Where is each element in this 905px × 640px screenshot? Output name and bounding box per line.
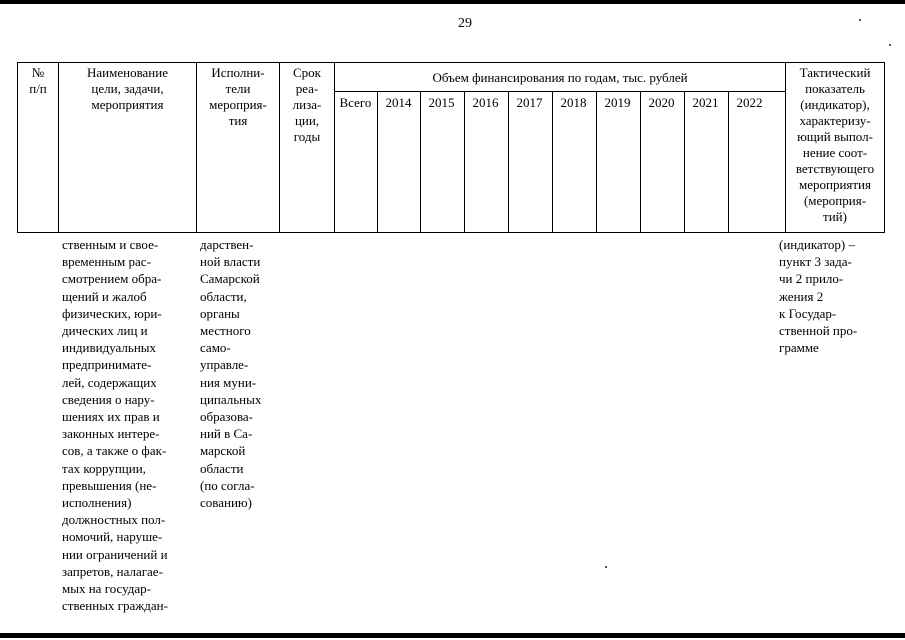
header-year: 2016 [472,95,499,110]
header-name: Наименование цели, задачи, мероприятия [87,65,168,112]
header-finance: Объем финансирования по годам, тыс. рублей [432,70,688,85]
header-total: Всего [339,95,372,110]
header-year: 2017 [516,95,543,110]
row-executors-text: дарствен- ной власти Самарской области, органы местного само- управле- ния муни- ципальных образова- ний в Са- марской области (по согла- сованию) [200,237,262,511]
page-number: 29 [458,16,472,31]
year-line [728,91,729,233]
year-line [684,91,685,233]
col-line [334,62,335,233]
header-term: Срок реа- лиза- ции, годы [292,65,322,144]
year-line [508,91,509,233]
table-bottom-line [17,232,885,233]
col-line [884,62,885,233]
scan-speck [889,44,891,46]
header-year: 2018 [560,95,587,110]
bottom-border [0,633,905,638]
year-line [377,91,378,233]
header-indicator: Тактический показатель (индикатор), характеризу- ющий выпол- нение соот- ветствующего мероприятия (мероприя- тий) [795,65,875,224]
header-year: 2015 [428,95,455,110]
year-line [464,91,465,233]
table-top-line [17,62,885,63]
scan-speck [859,19,861,21]
year-line [420,91,421,233]
header-year: 2021 [692,95,719,110]
year-line [552,91,553,233]
header-year: 2014 [385,95,412,110]
scan-speck [605,566,607,568]
year-line [596,91,597,233]
finance-subheader-line [334,91,785,92]
header-year: 2020 [648,95,675,110]
top-border [0,0,905,4]
header-year: 2019 [604,95,631,110]
row-indicator-text: (индикатор) – пункт 3 зада- чи 2 прило- жения 2 к Государ- ственной про- грамме [779,237,858,356]
row-name-text: ственным и свое- временным рас- смотрением обра- щений и жалоб физических, юри- дических лиц и индивидуальных предпринимате- лей, содержащих сведения о нару- шениях их прав и законных интере- сов, а также о фак- тах коррупции, превышения (не- исполнения) должностных пол- номочий, наруше- нии ограничений и запретов, налагае- мых на государ- ственных граждан- [62,237,168,614]
header-executors: Исполни- тели мероприя- тия [209,65,267,128]
header-year: 2022 [736,95,763,110]
header-num: № п/п [29,65,47,96]
year-line [640,91,641,233]
